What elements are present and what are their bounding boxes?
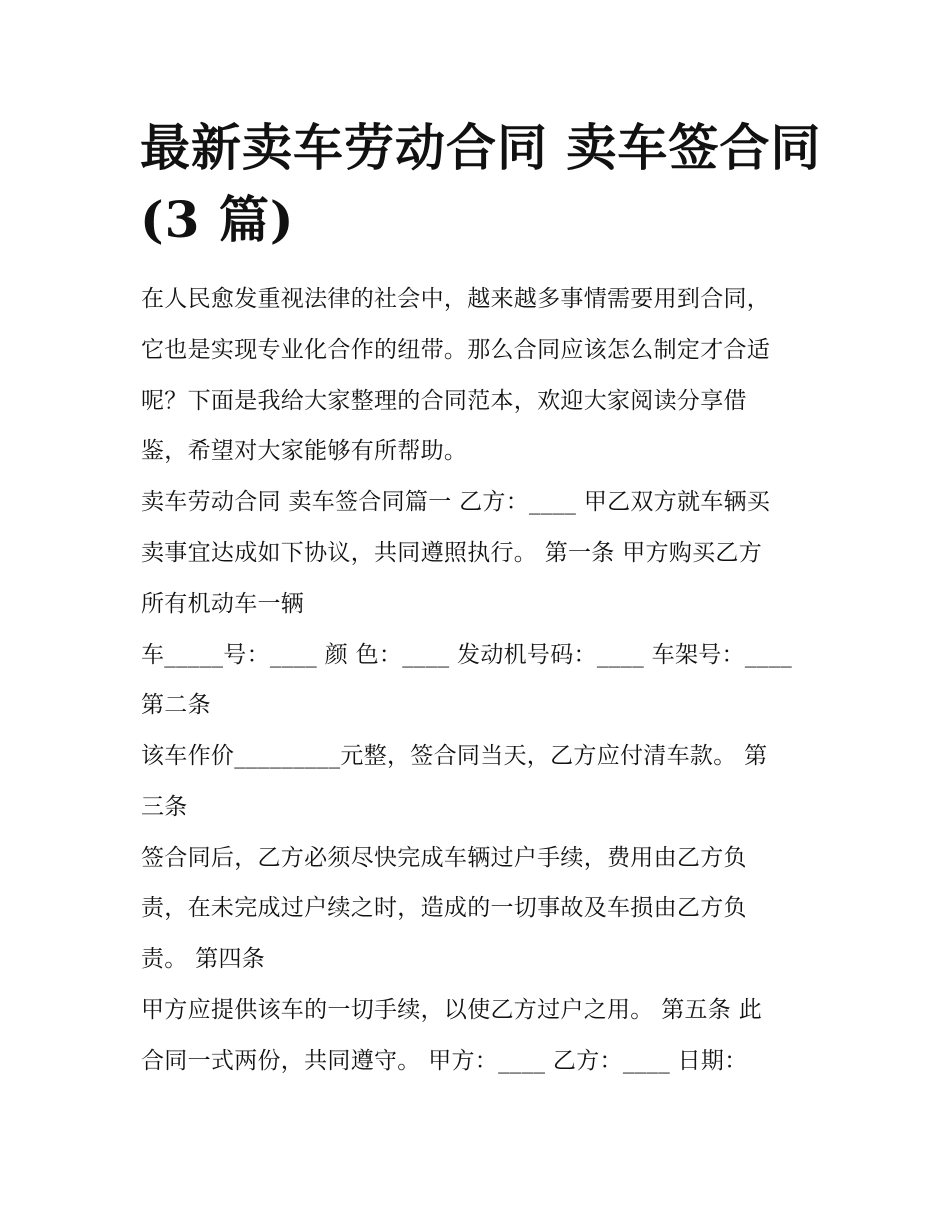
transfer-line-2: 责，在未完成过户续之时，造成的一切事故及车损由乙方负 <box>141 895 747 921</box>
transfer-line-1: 签合同后，乙方必须尽快完成车辆过户手续，费用由乙方负 <box>141 845 747 871</box>
title-line-1: 最新卖车劳动合同 卖车签合同 <box>140 118 822 177</box>
intro-line-3: 呢？下面是我给大家整理的合同范本，欢迎大家阅读分享借 <box>141 388 747 414</box>
article-4-heading: 责。 第四条 <box>141 946 266 972</box>
document-title <box>140 112 820 256</box>
vehicle-info-line: 车_____号：____ 颜 色：____ 发动机号码：____ 车架号：____ <box>141 642 793 668</box>
intro-line-1: 在人民愈发重视法律的社会中，越来越多事情需要用到合同， <box>141 286 771 312</box>
title-line-2: (3 篇) <box>140 190 295 249</box>
intro-line-4: 鉴，希望对大家能够有所帮助。 <box>141 438 468 464</box>
contract-line-3: 所有机动车一辆 <box>141 591 305 617</box>
contract-line-1: 卖车劳动合同 卖车签合同篇一 乙方：____ 甲乙双方就车辆买 <box>141 489 771 515</box>
signature-line: 合同一式两份，共同遵守。 甲方：____ 乙方：____ 日期： <box>141 1048 748 1074</box>
price-line: 该车作价_________元整，签合同当天，乙方应付清车款。 第 <box>141 743 768 769</box>
article-2-heading: 第二条 <box>141 692 211 718</box>
contract-line-2: 卖事宜达成如下协议，共同遵照执行。 第一条 甲方购买乙方 <box>141 540 763 566</box>
procedures-line: 甲方应提供该车的一切手续，以使乙方过户之用。 第五条 此 <box>141 997 763 1023</box>
intro-line-2: 它也是实现专业化合作的纽带。那么合同应该怎么制定才合适 <box>141 337 771 363</box>
article-3-heading: 三条 <box>141 794 188 820</box>
